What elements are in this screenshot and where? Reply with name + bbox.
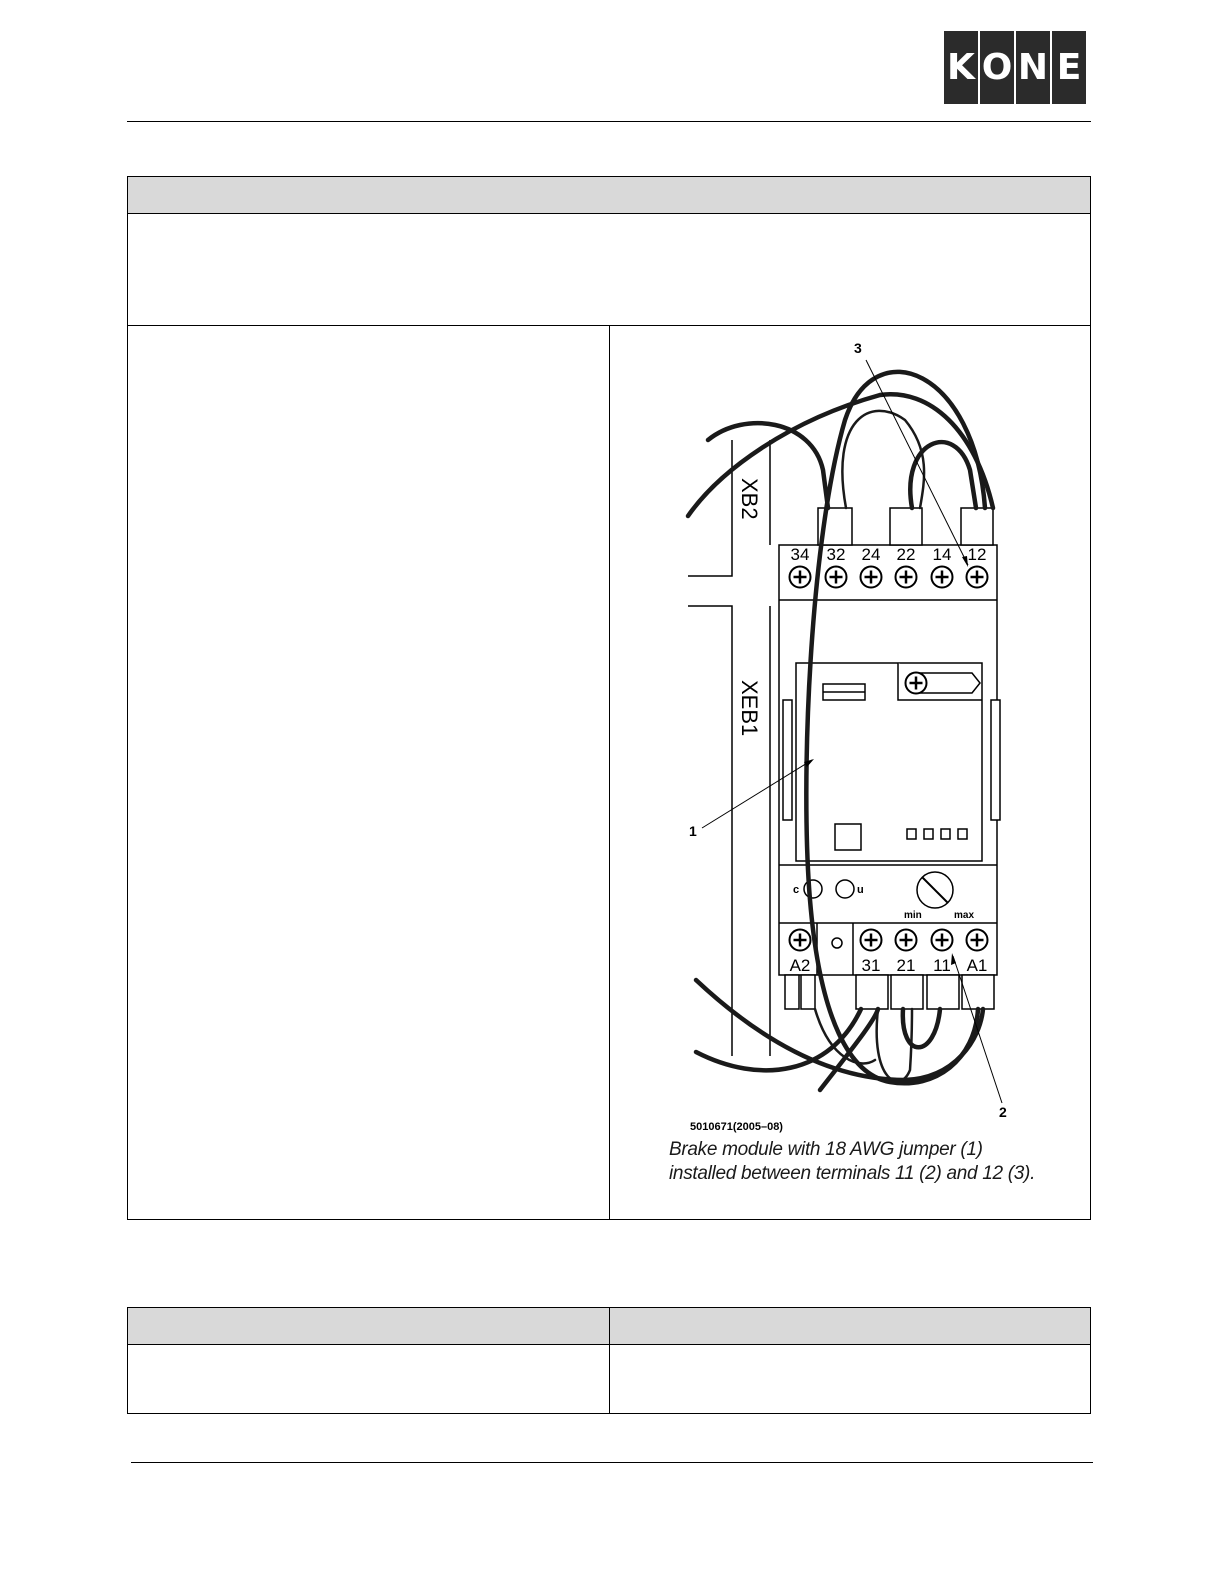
dial-max-label: max bbox=[954, 910, 975, 921]
figure-code: 5010671(2005–08) bbox=[690, 1121, 783, 1133]
table-cell bbox=[610, 1345, 1090, 1413]
screw-terminal-icon bbox=[932, 930, 953, 951]
screw-terminal-icon bbox=[790, 567, 811, 588]
terminal-label: 31 bbox=[861, 956, 881, 975]
terminal-label: 24 bbox=[861, 545, 881, 564]
xb2-label: XB2 bbox=[737, 478, 762, 520]
callout-1: 1 bbox=[689, 823, 697, 839]
callout-3: 3 bbox=[854, 340, 862, 356]
screw-terminal-icon bbox=[790, 930, 811, 951]
screw-terminal-icon bbox=[861, 930, 882, 951]
callout-2: 2 bbox=[999, 1104, 1007, 1120]
figure-caption: Brake module with 18 AWG jumper (1) installed between terminals 11 (2) and 12 (3). bbox=[669, 1139, 1036, 1184]
logo-letter: N bbox=[1016, 31, 1050, 104]
table-header-cell bbox=[128, 1308, 610, 1345]
screw-terminal-icon bbox=[906, 673, 927, 694]
terminal-label: 32 bbox=[826, 545, 846, 564]
secondary-table bbox=[127, 1307, 1091, 1414]
dial-u-label: u bbox=[857, 884, 864, 896]
screw-terminal-icon bbox=[826, 567, 847, 588]
screw-terminal-icon bbox=[861, 567, 882, 588]
terminal-label: 12 bbox=[967, 545, 987, 564]
logo-letter: K bbox=[944, 31, 978, 104]
terminal-label: 21 bbox=[896, 956, 916, 975]
terminal-label: 22 bbox=[896, 545, 916, 564]
xeb1-label: XEB1 bbox=[737, 680, 762, 737]
terminal-label: A2 bbox=[789, 956, 811, 975]
table-cell bbox=[128, 1345, 610, 1413]
screw-terminal-icon bbox=[967, 567, 988, 588]
logo-letter: O bbox=[980, 31, 1014, 104]
table-header-cell bbox=[610, 1308, 1090, 1345]
terminal-block-outline bbox=[688, 440, 770, 1056]
terminal-label: 11 bbox=[933, 956, 951, 975]
logo-letter: E bbox=[1052, 31, 1086, 104]
screw-terminal-icon bbox=[896, 930, 917, 951]
screw-terminal-icon bbox=[932, 567, 953, 588]
dial-min-label: min bbox=[904, 910, 922, 921]
dial-c-label: c bbox=[793, 884, 800, 896]
screw-terminal-icon bbox=[896, 567, 917, 588]
footer-rule bbox=[131, 1462, 1093, 1463]
terminal-label: 14 bbox=[932, 545, 952, 564]
terminal-label: A1 bbox=[966, 956, 988, 975]
screw-terminal-icon bbox=[967, 930, 988, 951]
terminal-label: 34 bbox=[790, 545, 810, 564]
